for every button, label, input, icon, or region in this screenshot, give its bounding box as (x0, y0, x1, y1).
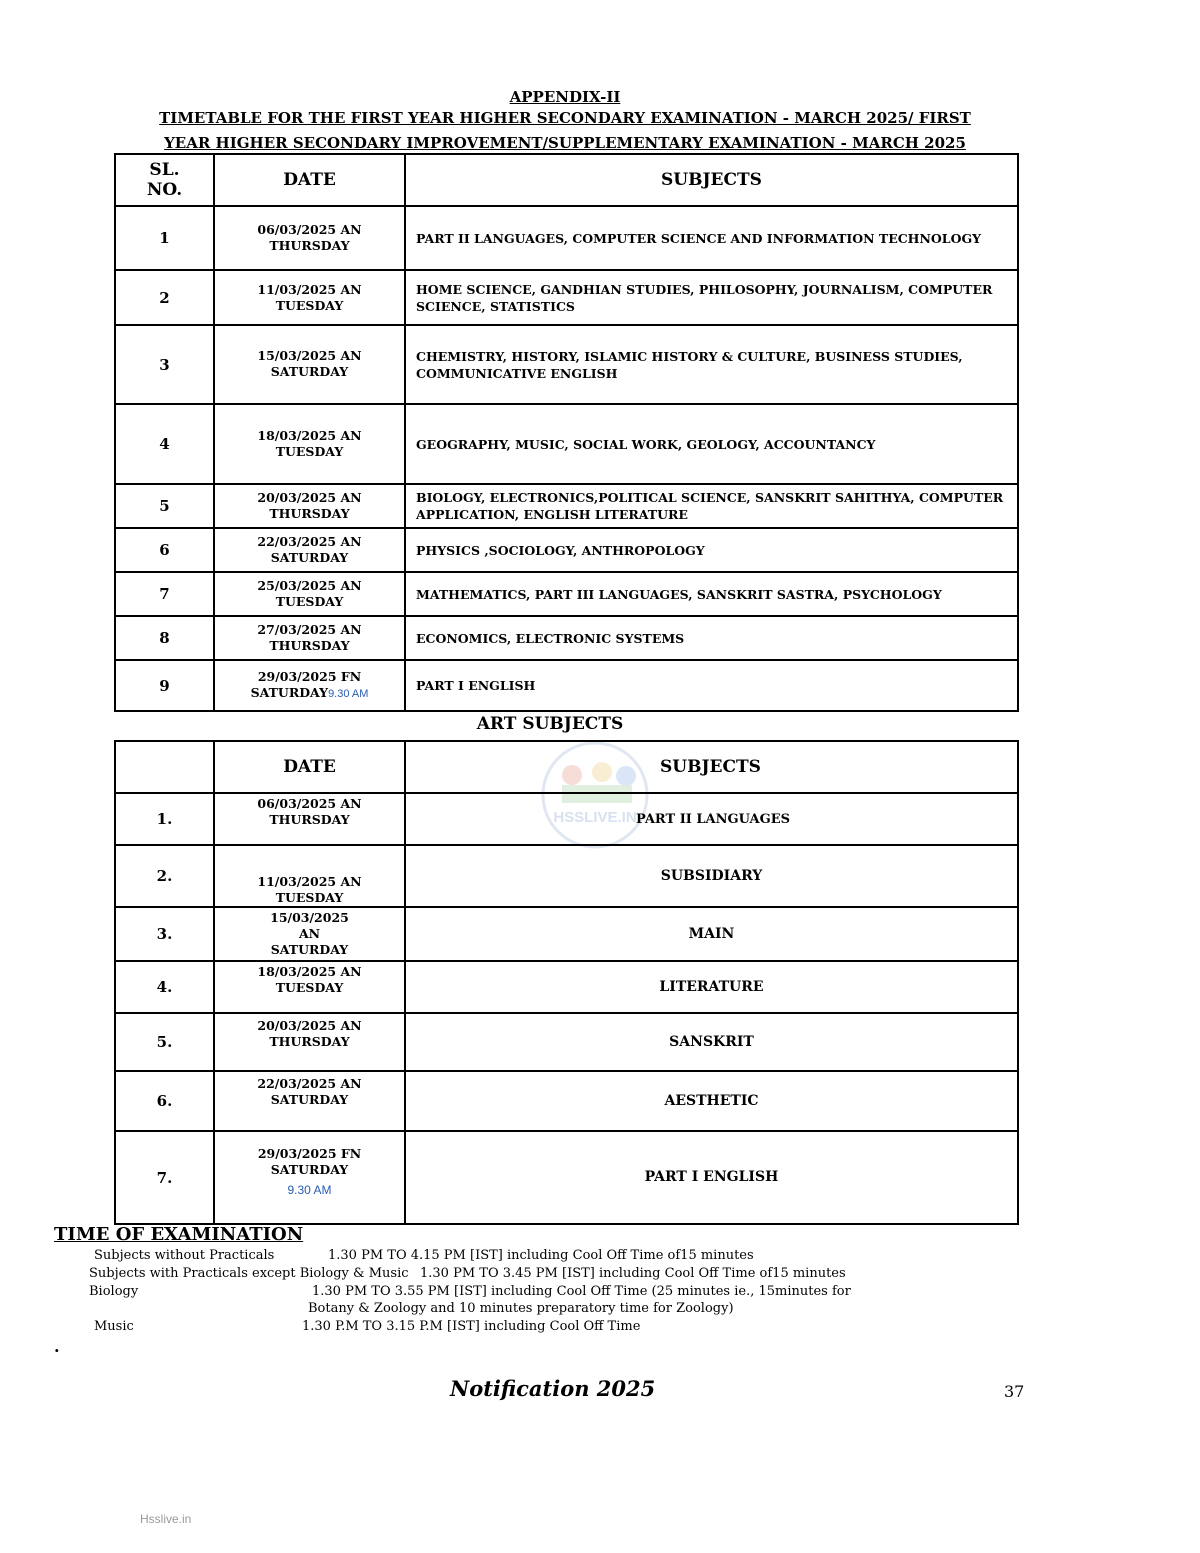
art-subjects-title: ART SUBJECTS (476, 714, 624, 734)
time-value-biology: 1.30 PM TO 3.55 PM [IST] including Cool Off Time (25 minutes ie., 15minutes for (312, 1284, 851, 1299)
sl-no: 4 (115, 404, 214, 484)
table-row (115, 845, 1018, 907)
timetable-title-line-2: YEAR HIGHER SECONDARY IMPROVEMENT/SUPPLEMENTARY EXAMINATION - MARCH 2025 (164, 134, 966, 152)
table-row (115, 484, 1018, 528)
time-value-without-practicals: 1.30 PM TO 4.15 PM [IST] including Cool Off Time of15 minutes (328, 1248, 754, 1263)
sl-no: 1 (115, 206, 214, 270)
exam-date: 29/03/2025 FN SATURDAY 9.30 AM (214, 1131, 405, 1224)
exam-date: 27/03/2025 AN THURSDAY (214, 616, 405, 660)
table-row (115, 528, 1018, 572)
exam-subjects: SANSKRIT (405, 1013, 1018, 1071)
table-row (115, 660, 1018, 711)
time-value-with-practicals: 1.30 PM TO 3.45 PM [IST] including Cool Off Time of15 minutes (420, 1266, 846, 1281)
exam-subjects: MAIN (405, 907, 1018, 961)
exam-date: 11/03/2025 AN TUESDAY (214, 270, 405, 325)
exam-subjects: PHYSICS ,SOCIOLOGY, ANTHROPOLOGY (405, 528, 1018, 572)
table-row (115, 206, 1018, 270)
sl-no: 3. (115, 907, 214, 961)
art-subjects-table (114, 740, 1019, 1225)
time-label-biology: Biology (89, 1284, 139, 1299)
time-of-examination-heading: TIME OF EXAMINATION (54, 1224, 304, 1245)
sl-no: 7 (115, 572, 214, 616)
header-subjects: SUBJECTS (405, 154, 1018, 206)
sl-no: 7. (115, 1131, 214, 1224)
table-row (115, 572, 1018, 616)
time-label-music: Music (94, 1319, 134, 1334)
exam-subjects: GEOGRAPHY, MUSIC, SOCIAL WORK, GEOLOGY, ACCOUNTANCY (405, 404, 1018, 484)
table-row (115, 961, 1018, 1013)
header-date: DATE (214, 741, 405, 793)
main-timetable (114, 153, 1019, 712)
time-value-music: 1.30 P.M TO 3.15 P.M [IST] including Cool Off Time (302, 1319, 641, 1334)
exam-date: 22/03/2025 AN SATURDAY (214, 1071, 405, 1131)
sl-no: 3 (115, 325, 214, 404)
header-subjects: SUBJECTS (405, 741, 1018, 793)
appendix-title: APPENDIX-II (509, 88, 621, 106)
sl-no: 6 (115, 528, 214, 572)
header-sl-no: SL. NO. (115, 154, 214, 206)
table-row (115, 907, 1018, 961)
exam-subjects: PART I ENGLISH (405, 1131, 1018, 1224)
table-row (115, 1013, 1018, 1071)
time-value-biology-continued: Botany & Zoology and 10 minutes preparatory time for Zoology) (308, 1301, 734, 1316)
sl-no: 9 (115, 660, 214, 711)
table-row (115, 404, 1018, 484)
sl-no: 6. (115, 1071, 214, 1131)
table-row (115, 270, 1018, 325)
exam-date: 20/03/2025 AN THURSDAY (214, 1013, 405, 1071)
notification-footer: Notification 2025 (450, 1376, 656, 1401)
exam-date: 20/03/2025 AN THURSDAY (214, 484, 405, 528)
exam-subjects: BIOLOGY, ELECTRONICS,POLITICAL SCIENCE, SANSKRIT SAHITHYA, COMPUTER APPLICATION, ENGLISH LITERATURE (405, 484, 1018, 528)
sl-no: 1. (115, 793, 214, 845)
exam-date: 06/03/2025 AN THURSDAY (214, 206, 405, 270)
site-label: Hsslive.in (140, 1512, 192, 1526)
exam-subjects: CHEMISTRY, HISTORY, ISLAMIC HISTORY & CULTURE, BUSINESS STUDIES, COMMUNICATIVE ENGLISH (405, 325, 1018, 404)
exam-time: 9.30 AM (328, 688, 369, 700)
time-label-with-practicals: Subjects with Practicals except Biology & Music (89, 1266, 409, 1281)
exam-subjects: AESTHETIC (405, 1071, 1018, 1131)
header-sl-empty (115, 741, 214, 793)
table-row (115, 325, 1018, 404)
exam-subjects: PART II LANGUAGES (405, 793, 1018, 845)
header-date: DATE (214, 154, 405, 206)
exam-date: 18/03/2025 AN TUESDAY (214, 404, 405, 484)
exam-subjects: PART II LANGUAGES, COMPUTER SCIENCE AND INFORMATION TECHNOLOGY (405, 206, 1018, 270)
exam-date: 15/03/2025 AN SATURDAY (214, 907, 405, 961)
exam-date: 25/03/2025 AN TUESDAY (214, 572, 405, 616)
table-row (115, 1131, 1018, 1224)
sl-no: 5. (115, 1013, 214, 1071)
exam-subjects: MATHEMATICS, PART III LANGUAGES, SANSKRIT SASTRA, PSYCHOLOGY (405, 572, 1018, 616)
exam-date: 15/03/2025 AN SATURDAY (214, 325, 405, 404)
timetable-title-line-1: TIMETABLE FOR THE FIRST YEAR HIGHER SECONDARY EXAMINATION - MARCH 2025/ FIRST (159, 109, 971, 127)
exam-subjects: LITERATURE (405, 961, 1018, 1013)
sl-no: 8 (115, 616, 214, 660)
watermark-text: HSSLIVE.IN (553, 809, 637, 826)
exam-date: 11/03/2025 AN TUESDAY (214, 845, 405, 907)
exam-time: 9.30 AM (287, 1183, 332, 1197)
time-label-without-practicals: Subjects without Practicals (94, 1248, 275, 1263)
table-row (115, 1071, 1018, 1131)
main-table-header-row (115, 154, 1018, 206)
sl-no: 2 (115, 270, 214, 325)
sl-no: 5 (115, 484, 214, 528)
page-number: 37 (1004, 1382, 1025, 1401)
table-row (115, 616, 1018, 660)
bullet-mark: . (54, 1337, 60, 1356)
sl-no: 2. (115, 845, 214, 907)
exam-subjects: SUBSIDIARY (405, 845, 1018, 907)
exam-subjects: HOME SCIENCE, GANDHIAN STUDIES, PHILOSOPHY, JOURNALISM, COMPUTER SCIENCE, STATISTICS (405, 270, 1018, 325)
exam-subjects: ECONOMICS, ELECTRONIC SYSTEMS (405, 616, 1018, 660)
table-row (115, 793, 1018, 845)
exam-date: 22/03/2025 AN SATURDAY (214, 528, 405, 572)
art-table-header-row (115, 741, 1018, 793)
exam-date: 18/03/2025 AN TUESDAY (214, 961, 405, 1013)
exam-date: 06/03/2025 AN THURSDAY (214, 793, 405, 845)
exam-subjects: PART I ENGLISH (405, 660, 1018, 711)
exam-date: 29/03/2025 FN SATURDAY9.30 AM (214, 660, 405, 711)
sl-no: 4. (115, 961, 214, 1013)
